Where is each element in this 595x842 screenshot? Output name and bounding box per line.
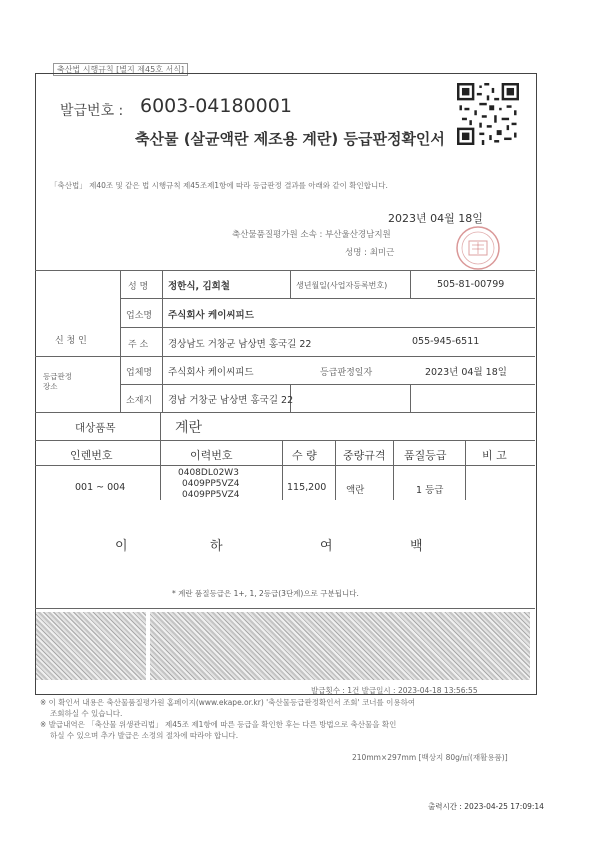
footer-note-1: ※ 이 확인서 내용은 축산물품질평가원 홈페이지(www.ekape.or.kr) '축산물등급판정확인서 조회' 코너를 이용하여 — [40, 698, 416, 707]
table-serial: 001 ~ 004 — [75, 482, 126, 493]
table-trace-3: 0409PP5VZ4 — [182, 490, 240, 500]
col-header-qty: 수 량 — [292, 449, 317, 462]
grading-date: 2023년 04월 18일 — [425, 367, 507, 378]
redacted-area-right — [150, 612, 530, 680]
target-item-value: 계란 — [175, 420, 203, 436]
plant-name-label: 업체명 — [126, 368, 153, 378]
intro-text: 「축산법」 제40조 및 같은 법 시행규칙 제45조제1항에 따라 등급판정 결과를 아래와 같이 확인합니다. — [50, 181, 388, 190]
table-weight: 액란 — [346, 485, 365, 496]
reg-number: 505-81-00799 — [437, 279, 505, 290]
table-trace-1: 0408DL02W3 — [178, 468, 239, 478]
table-trace-2: 0409PP5VZ4 — [182, 479, 240, 489]
plant-section-label: 등급판정 장소 — [43, 372, 72, 391]
col-header-trace: 이력번호 — [190, 449, 233, 462]
phone-value: 055-945-6511 — [412, 336, 480, 347]
footer-note-2: ※ 발급내역은 「축산물 위생관리법」 제45조 제1항에 따른 등급을 확인한 후는 다른 방법으로 축산물을 확인 — [40, 720, 397, 729]
blank-mark-3: 여 — [320, 539, 333, 554]
issue-date: 2023년 04월 18일 — [388, 212, 483, 225]
col-header-note: 비 고 — [482, 449, 507, 462]
print-time: 출력시간 : 2023-04-25 17:09:14 — [428, 802, 544, 811]
address-value: 경상남도 거창군 남상면 홍국길 22 — [168, 339, 312, 350]
company-label: 업소명 — [126, 311, 153, 321]
head-name: 성명 : 최미근 — [345, 248, 395, 258]
col-header-serial: 인렌번호 — [70, 449, 113, 462]
issue-number-label: 발급번호 : — [60, 103, 124, 119]
issue-number: 6003-04180001 — [140, 95, 292, 117]
applicant-section-label: 신 청 인 — [55, 336, 87, 346]
name-label: 성 명 — [128, 282, 149, 292]
issue-info: 발급횟수 : 1건 발급일시 : 2023-04-18 13:56:55 — [311, 686, 478, 695]
target-item-label: 대상품목 — [75, 422, 116, 434]
official-seal-icon — [455, 225, 501, 271]
location-label: 소재지 — [126, 396, 153, 406]
redacted-area-left — [36, 612, 146, 680]
footer-note-1b: 조회하실 수 있습니다. — [50, 709, 123, 718]
location-value: 경남 거창군 남상면 홍국길 22 — [168, 395, 294, 406]
address-label: 주 소 — [128, 340, 149, 350]
grading-date-label: 등급판정일자 — [320, 368, 373, 378]
footer-note-2b: 하실 수 있으며 추가 발급은 소정의 절차에 따라야 합니다. — [50, 731, 239, 740]
table-grade: 1 등급 — [416, 485, 444, 496]
col-header-grade: 품질등급 — [404, 449, 447, 462]
col-header-weight: 중량규격 — [343, 449, 386, 462]
blank-mark-1: 이 — [115, 539, 128, 554]
issuing-organization: 축산물품질평가원 소속 : 부산울산경남지원 — [232, 230, 391, 240]
qr-code-icon — [457, 83, 519, 145]
plant-name: 주식회사 케이씨피드 — [168, 367, 254, 378]
table-qty: 115,200 — [287, 482, 327, 493]
grade-note: * 계란 품질등급은 1+, 1, 2등급(3단계)으로 구분됩니다. — [172, 589, 359, 598]
applicant-name: 정한식, 김희철 — [168, 281, 230, 292]
blank-mark-4: 백 — [410, 539, 423, 554]
document-title: 축산물 (살균액란 제조용 계란) 등급판정확인서 — [135, 130, 445, 148]
company-name: 주식회사 케이씨피드 — [168, 310, 254, 321]
blank-mark-2: 하 — [210, 539, 223, 554]
form-label: 축산법 시행규칙 [별지 제45호 서식] — [53, 63, 188, 76]
reg-number-label: 생년월일(사업자등록번호) — [296, 281, 388, 290]
paper-size: 210mm×297mm [백상지 80g/㎡(재활용품)] — [352, 753, 508, 762]
